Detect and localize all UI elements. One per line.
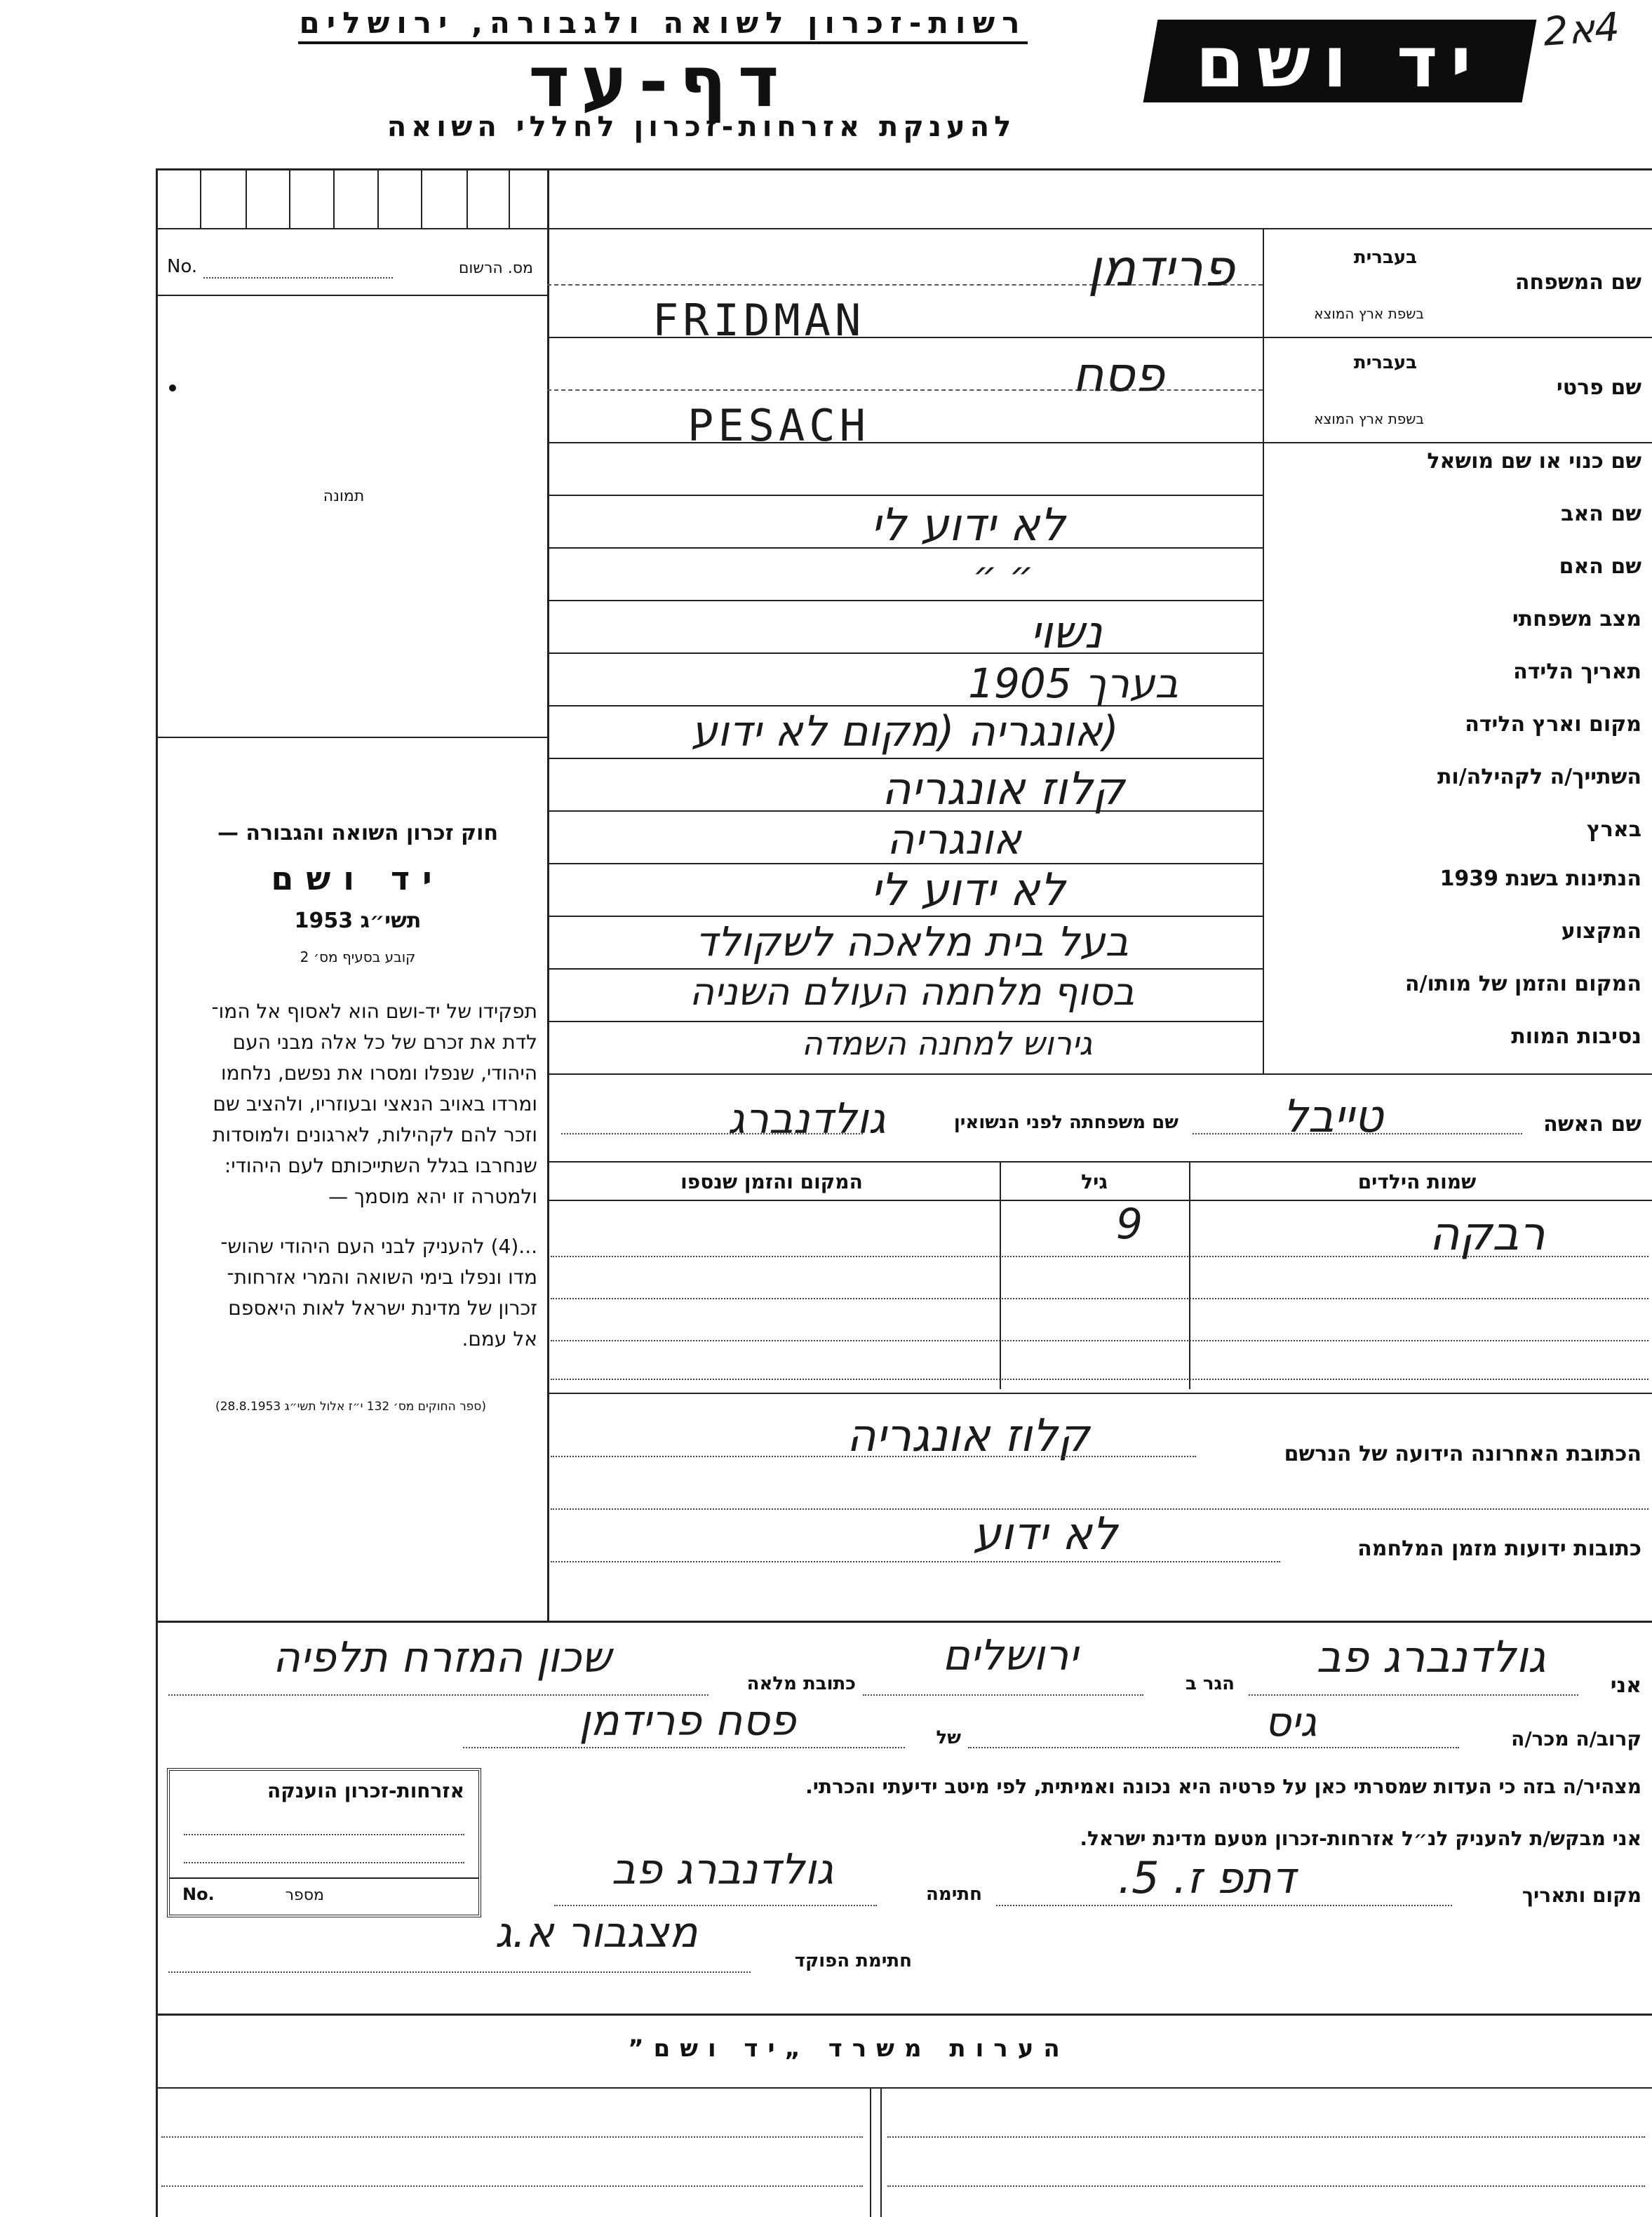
declarant-resides-label: הגר ב [1185, 1673, 1235, 1694]
corner-handwritten-mark: 4א2 [1541, 4, 1621, 55]
declarant-name-value[interactable]: גולדנברג פב [1316, 1631, 1546, 1682]
mother-value[interactable]: ״ ״ [972, 553, 1034, 597]
law-text-line: שנחרבו בגלל השתייכותם לעם היהודי: [224, 1154, 537, 1177]
citizenship-label: הנתינות בשנת 1939 [1439, 866, 1641, 891]
grant-box [167, 1768, 481, 1917]
wife-maiden-label: שם משפחתה לפני הנשואין [953, 1112, 1178, 1133]
wife-value[interactable]: טייבל [1282, 1091, 1383, 1143]
law-text-line: וזכר להם לקהילות, לארגונים ולמוסדות [213, 1123, 537, 1146]
signature-value[interactable]: גולדנברג פב [611, 1845, 834, 1894]
marital-status-value[interactable]: נשוי [1030, 607, 1103, 659]
child-name[interactable]: רבקה [1429, 1207, 1545, 1261]
birthdate-label: תאריך הלידה [1513, 659, 1641, 684]
wife-maiden-value[interactable]: גולדנברג [727, 1094, 886, 1144]
last-address-value[interactable]: קלוז אונגריה [846, 1410, 1090, 1462]
declarant-full-address-label: כתובת מלאה [746, 1673, 856, 1694]
death-cause-value[interactable]: גירוש למחנה השמדה [801, 1024, 1093, 1062]
surname-origin-label: בשפת ארץ המוצא [1314, 305, 1424, 322]
law-text-line: היהודי, שנפלו ומסרו את נפשם, נלחמו [221, 1061, 537, 1085]
firstname-hebrew-label: בעברית [1353, 352, 1417, 373]
grant-number-label: מספר [285, 1887, 324, 1904]
children-col-names: שמות הילדים [1357, 1170, 1477, 1193]
law-year: תשי״ג 1953 [294, 909, 422, 933]
child-age[interactable]: 9 [1115, 1200, 1143, 1249]
relative-label: קרוב/ה מכר/ה [1511, 1727, 1641, 1750]
registration-number-field[interactable] [203, 277, 393, 279]
mother-label: שם האם [1559, 554, 1641, 579]
law-name: יד ושם [271, 859, 445, 897]
registration-number-label: מס. הרשום [458, 260, 533, 277]
declarant-full-address-value[interactable]: שכון המזרח תלפיה [272, 1633, 612, 1682]
law-text-line: תפקידו של יד-ושם הוא לאסוף אל המו־ [211, 1000, 537, 1023]
profession-label: המקצוע [1561, 919, 1641, 944]
law-clause: קובע בסעיף מס׳ 2 [300, 949, 416, 965]
war-address-label: כתובות ידועות מזמן המלחמה [1357, 1536, 1641, 1561]
office-notes-title: הערות משרד „יד ושם” [628, 2035, 1070, 2063]
grant-box-title: אזרחות-זכרון הוענקה [267, 1779, 464, 1802]
community-value[interactable]: קלוז אונגריה [881, 763, 1125, 815]
law-text-line: ולמטרה זו יהא מוסמך — [328, 1185, 537, 1208]
relative-value[interactable]: גיס [1264, 1698, 1317, 1746]
last-address-label: הכתובת האחרונה הידועה של הנרשם [1284, 1442, 1641, 1466]
profession-value[interactable]: בעל בית מלאכה לשקולד [694, 918, 1129, 965]
official-signature-label: חתימת הפוקד [794, 1950, 912, 1971]
declarant-city-value[interactable]: ירושלים [942, 1631, 1078, 1680]
law-title: חוק זכרון השואה והגבורה — [217, 821, 499, 845]
father-value[interactable]: לא ידוע לי [871, 500, 1066, 551]
page-title: דף-עד [528, 41, 791, 123]
surname-hebrew-label: בעברית [1353, 247, 1417, 268]
registration-number-latin: No. [167, 256, 198, 277]
firstname-origin-label: בשפת ארץ המוצא [1314, 410, 1424, 427]
law-text-line: ומרדו באויב הנאצי ובעוזריו, ולהציב שם [213, 1092, 537, 1116]
law-text-line: לדת את זכרם של כל אלה מבני העם [232, 1031, 537, 1054]
children-col-age: גיל [1081, 1170, 1108, 1193]
official-signature-value[interactable]: מצגבור א.ג [495, 1908, 698, 1957]
law-text-line: זכרון של מדינת ישראל לאות היאספם [228, 1297, 537, 1320]
birthplace-label: מקום וארץ הלידה [1465, 712, 1641, 737]
marital-status-label: מצב משפחתי [1512, 607, 1641, 631]
surname-origin-value[interactable]: FRIDMAN [652, 295, 866, 346]
table-row [547, 1200, 1652, 1261]
wife-label: שם האשה [1543, 1112, 1641, 1137]
community-label: השתייך/ה לקהילה/ות [1437, 765, 1641, 789]
logo-text: יד ושם [1195, 21, 1484, 103]
authority-line: רשות-זכרון לשואה ולגבורה, ירושלים [298, 6, 1028, 44]
death-place-value[interactable]: בסוף מלחמה העולם השניה [689, 970, 1135, 1014]
of-label: של [936, 1727, 961, 1748]
country-value[interactable]: אונגריה [887, 815, 1021, 864]
law-reference: (ספר החוקים מס׳ 132 י״ז אלול תשי״ג 28.8.1953) [215, 1400, 486, 1414]
page-subtitle: להענקת אזרחות-זכרון לחללי השואה [387, 111, 1016, 143]
law-text-line: ...(4) להעניק לבני העם היהודי שהוש־ [220, 1235, 537, 1258]
place-date-label: מקום ותאריך [1522, 1884, 1641, 1907]
firstname-hebrew-value[interactable]: פסח [1072, 347, 1164, 403]
yad-vashem-logo [1143, 20, 1537, 102]
of-value[interactable]: פסח פרידמן [579, 1696, 796, 1746]
birthdate-value[interactable]: בערך 1905 [968, 659, 1178, 707]
photo-label: תמונה [323, 488, 365, 505]
citizenship-value[interactable]: לא ידוע לי [871, 864, 1066, 916]
law-text-line: אל עמם. [462, 1327, 537, 1351]
firstname-label: שם פרטי [1556, 375, 1641, 400]
declarant-i-label: אני [1610, 1673, 1641, 1698]
law-text-line: מדו ונפלו בימי השואה והמרי אזרחות־ [227, 1266, 537, 1289]
death-cause-label: נסיבות המוות [1511, 1024, 1641, 1049]
signature-label: חתימה [926, 1884, 982, 1905]
war-address-value[interactable]: לא ידוע [972, 1508, 1118, 1560]
place-date-value[interactable]: דתפ ז. 5. [1117, 1852, 1296, 1903]
surname-hebrew-value[interactable]: פרידמן [1087, 239, 1235, 297]
request-text: אני מבקש/ת להעניק לנ״ל אזרחות-זכרון מטעם מדינת ישראל. [1080, 1827, 1641, 1850]
children-col-place: המקום והזמן שנספו [680, 1170, 863, 1193]
father-label: שם האב [1561, 502, 1641, 526]
grant-number-latin: No. [182, 1884, 215, 1904]
law-text-2 [166, 1231, 537, 1355]
nickname-label: שם כנוי או שם מושאל [1427, 449, 1641, 474]
death-place-label: המקום והזמן של מותו/ה [1404, 972, 1641, 996]
surname-label: שם המשפחה [1515, 270, 1641, 295]
law-text [166, 996, 537, 1212]
declaration-text: מצהיר/ה בזה כי העדות שמסרתי כאן על פרטיה היא נכונה ואמיתית, לפי מיטב ידיעתי והכרתי. [805, 1775, 1641, 1798]
birthplace-value[interactable]: (אונגריה (מקום לא ידוע [691, 707, 1119, 756]
firstname-origin-value[interactable]: PESACH [687, 400, 870, 451]
country-label: בארץ [1586, 817, 1641, 842]
